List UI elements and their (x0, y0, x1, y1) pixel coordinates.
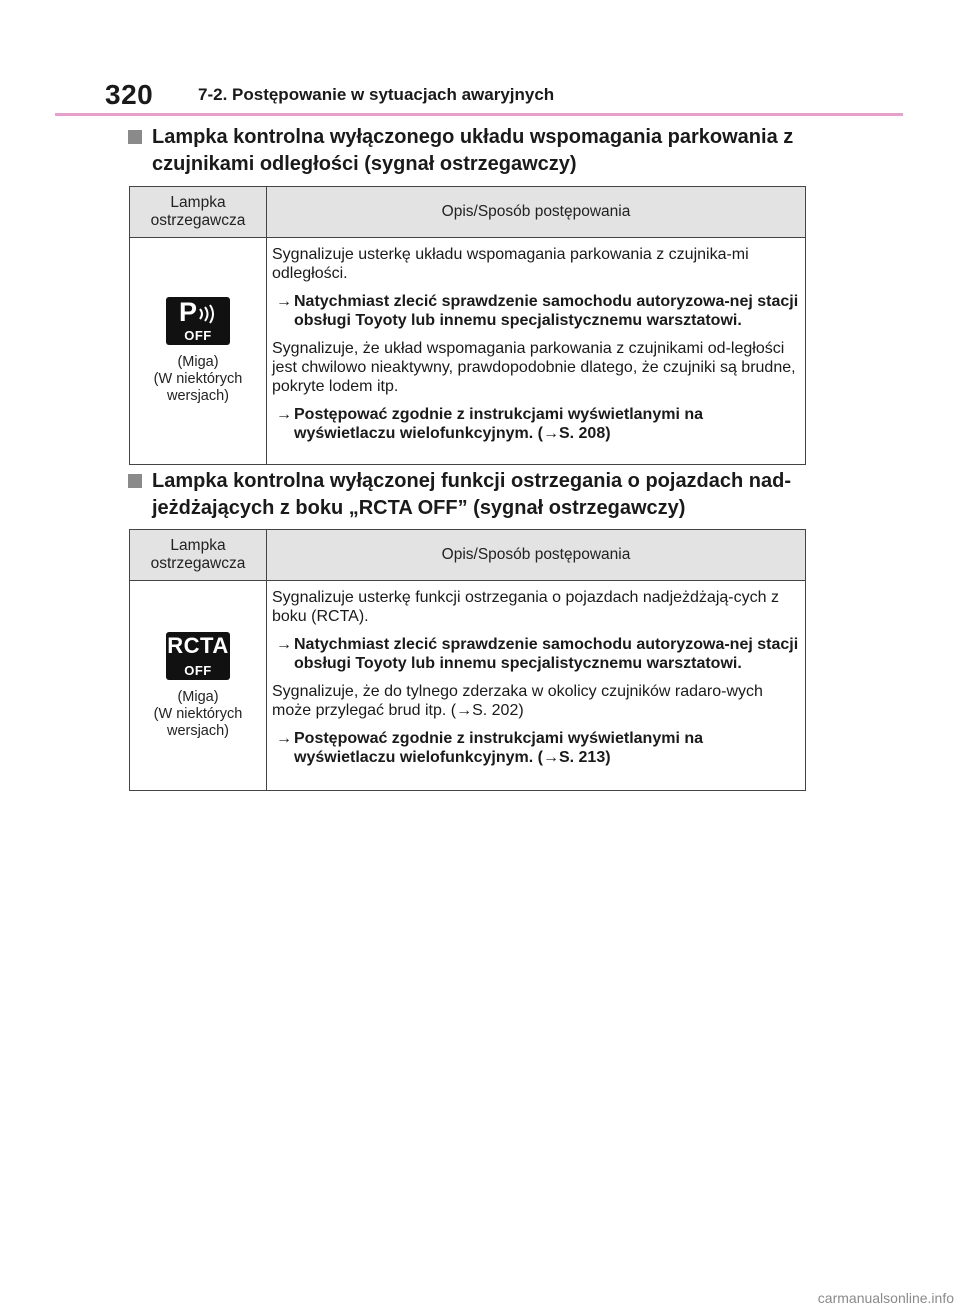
description-cell (267, 238, 806, 465)
lamp-cell (130, 581, 267, 791)
action-inspection (272, 635, 799, 673)
page-header (105, 78, 905, 112)
icon-rcta-label: RCTA (167, 632, 229, 658)
sensor-waves-icon (198, 303, 220, 325)
header-divider (55, 113, 903, 116)
rcta-off-icon (166, 632, 230, 680)
arrow-icon: → (456, 702, 473, 719)
arrow-icon: → (276, 293, 292, 310)
column-header-description: Opis/Sposób postępowania (267, 530, 806, 581)
section-heading-text: Lampka kontrolna wyłączonego układu wspomagania parkowania z czujnikami odległości (sygnał ostrzegawczy) (152, 126, 794, 175)
description-dirt (272, 682, 799, 720)
arrow-icon: → (276, 406, 292, 423)
column-header-lamp: Lampka ostrzegawcza (130, 530, 267, 581)
arrow-icon: → (542, 749, 559, 766)
description-malfunction: Sygnalizuje usterkę funkcji ostrzegania o pojazdach nadjeżdżają-cych z boku (RCTA). (272, 589, 779, 625)
arrow-icon: → (276, 636, 292, 653)
warning-table-parking-sensor (129, 186, 806, 465)
caption-versions: (W niektórych wersjach) (153, 705, 243, 739)
action-follow-display-text: Postępować zgodnie z instrukcjami wyświetlanymi na wyświetlaczu wielofunkcyjnym. ( (294, 406, 703, 442)
icon-off-label: OFF (184, 662, 212, 678)
description-dirt-text: Sygnalizuje, że do tylnego zderzaka w okolicy czujników radaro-wych może przylegać brud itp. ( (272, 683, 763, 719)
section-heading-parking-sensor (128, 124, 818, 178)
section-heading-text: Lampka kontrolna wyłączonej funkcji ostrzegania o pojazdach nad-jeżdżających z boku „RCTA OFF” (sygnał ostrzegawczy) (152, 470, 792, 519)
lamp-cell (130, 238, 267, 465)
action-inspection-text: Natychmiast zlecić sprawdzenie samochodu autoryzowa-nej stacji obsługi Toyoty lub innemu specjalistycznemu warsztatowi. (294, 293, 799, 329)
action-inspection (272, 292, 799, 330)
parking-p-letter: P (179, 297, 198, 327)
caption-blink: (Miga) (177, 354, 219, 370)
action-follow-display-text: Postępować zgodnie z instrukcjami wyświetlanymi na wyświetlaczu wielofunkcyjnym. ( (294, 730, 703, 766)
description-inactive: Sygnalizuje, że układ wspomagania parkowania z czujnikami od-ległości jest chwilowo nieaktywny, prawdopodobnie dlatego, że czujniki są brudne, pokryte lodem itp. (272, 340, 796, 395)
page-reference-link[interactable]: S. 213) (558, 749, 611, 766)
description-malfunction: Sygnalizuje usterkę układu wspomagania parkowania z czujnika-mi odległości. (272, 246, 749, 282)
column-header-description: Opis/Sposób postępowania (267, 187, 806, 238)
caption-versions: (W niektórych wersjach) (153, 371, 243, 404)
page-number: 320 (105, 79, 154, 110)
page-reference-link[interactable]: S. 208) (558, 425, 611, 442)
icon-off-label: OFF (184, 328, 212, 343)
arrow-icon: → (276, 730, 292, 747)
warning-table-rcta (129, 529, 806, 791)
caption-blink: (Miga) (177, 688, 219, 705)
lamp-caption (134, 354, 262, 405)
section-bullet-icon (128, 474, 142, 488)
column-header-lamp: Lampka ostrzegawcza (130, 187, 267, 238)
action-follow-display (272, 729, 799, 767)
section-heading-rcta (128, 468, 818, 522)
section-bullet-icon (128, 130, 142, 144)
description-cell (267, 581, 806, 791)
action-inspection-text: Natychmiast zlecić sprawdzenie samochodu autoryzowa-nej stacji obsługi Toyoty lub innemu specjalistycznemu warsztatowi. (294, 636, 799, 672)
lamp-caption (134, 689, 262, 740)
chapter-title: 7-2. Postępowanie w sytuacjach awaryjnych (198, 85, 555, 104)
arrow-icon: → (542, 425, 559, 442)
parking-sensor-off-icon (166, 297, 230, 345)
action-follow-display (272, 405, 799, 443)
watermark-text: carmanualsonline.info (817, 1290, 954, 1306)
page-reference-link[interactable]: S. 202) (472, 702, 524, 719)
